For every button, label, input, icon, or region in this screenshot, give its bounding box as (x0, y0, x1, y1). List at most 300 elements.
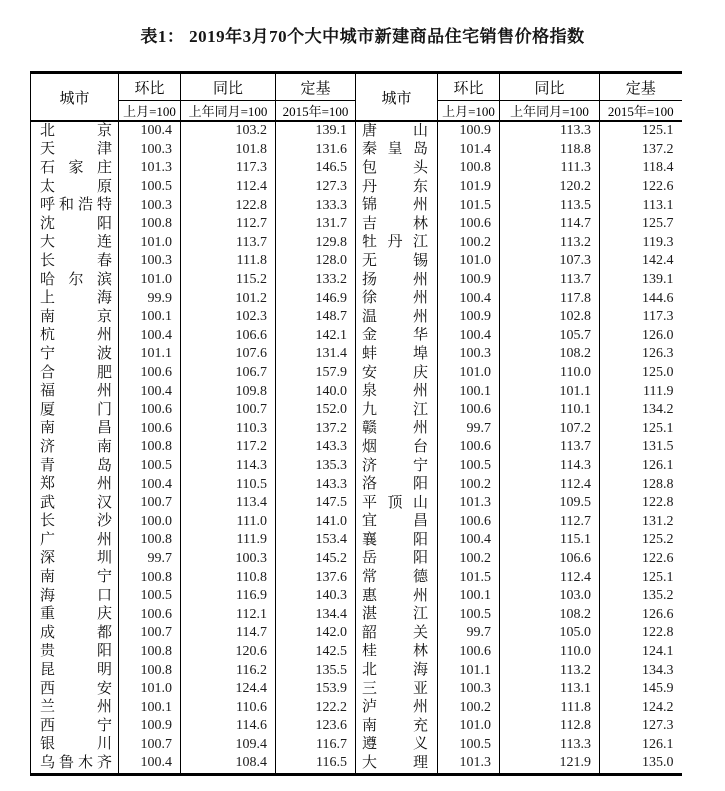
city-name-left (31, 475, 119, 494)
fixed-base-value-left: 146.5 (276, 159, 356, 178)
mom-value-left: 100.6 (119, 364, 181, 383)
mom-value-right: 100.8 (438, 159, 500, 178)
mom-value-right: 101.0 (438, 364, 500, 383)
fixed-base-value-left: 142.0 (276, 624, 356, 643)
city-name-text: 青岛 (40, 457, 112, 474)
yoy-value-left: 101.8 (181, 141, 276, 160)
mom-value-right: 100.6 (438, 215, 500, 234)
yoy-value-left: 115.2 (181, 271, 276, 290)
mom-value-left: 100.6 (119, 420, 181, 439)
fixed-base-value-right: 135.2 (600, 587, 682, 606)
yoy-value-right: 108.2 (500, 605, 600, 624)
mom-value-left: 99.9 (119, 289, 181, 308)
mom-value-left: 100.5 (119, 178, 181, 197)
yoy-value-right: 113.3 (500, 736, 600, 755)
city-name-left (31, 141, 119, 160)
city-name-text: 金华 (362, 327, 428, 344)
city-name-text: 岳阳 (362, 550, 428, 567)
fixed-base-value-left: 134.4 (276, 605, 356, 624)
city-name-text: 兰州 (40, 699, 112, 716)
yoy-value-left: 106.6 (181, 327, 276, 346)
city-name-text: 南宁 (40, 569, 112, 586)
city-name-right (356, 121, 438, 141)
mom-value-left: 100.3 (119, 196, 181, 215)
city-name-text: 乌鲁木齐 (40, 755, 112, 772)
yoy-value-right: 105.0 (500, 624, 600, 643)
yoy-value-right: 115.1 (500, 531, 600, 550)
city-name-text: 大理 (362, 755, 428, 772)
city-name-text: 重庆 (40, 606, 112, 623)
city-name-right (356, 494, 438, 513)
yoy-value-right: 113.5 (500, 196, 600, 215)
mom-value-left: 100.6 (119, 605, 181, 624)
city-name-left (31, 289, 119, 308)
city-name-right (356, 308, 438, 327)
yoy-value-left: 112.4 (181, 178, 276, 197)
table-row (31, 494, 682, 513)
city-name-left (31, 159, 119, 178)
yoy-value-right: 113.2 (500, 661, 600, 680)
mom-value-right: 100.6 (438, 512, 500, 531)
fixed-base-value-left: 142.5 (276, 643, 356, 662)
yoy-value-left: 110.3 (181, 420, 276, 439)
city-name-text: 长沙 (40, 513, 112, 530)
header-row-main (31, 73, 682, 101)
fixed-base-value-left: 133.2 (276, 271, 356, 290)
city-name-right (356, 717, 438, 736)
city-name-right (356, 178, 438, 197)
city-name-left (31, 736, 119, 755)
mom-value-left: 100.7 (119, 736, 181, 755)
city-name-right (356, 234, 438, 253)
city-name-text: 丹东 (362, 178, 428, 195)
yoy-value-right: 112.8 (500, 717, 600, 736)
city-name-text: 常德 (362, 569, 428, 586)
table-row (31, 215, 682, 234)
mom-value-left: 99.7 (119, 550, 181, 569)
yoy-value-right: 113.2 (500, 234, 600, 253)
fixed-base-value-right: 126.0 (600, 327, 682, 346)
fixed-base-value-right: 126.1 (600, 457, 682, 476)
table-row (31, 568, 682, 587)
city-name-text: 平顶山 (362, 494, 428, 511)
city-name-right (356, 196, 438, 215)
city-name-left (31, 234, 119, 253)
yoy-value-right: 108.2 (500, 345, 600, 364)
header-city-right: 城市 (356, 73, 438, 122)
city-name-right (356, 401, 438, 420)
fixed-base-value-right: 142.4 (600, 252, 682, 271)
fixed-base-value-left: 142.1 (276, 327, 356, 346)
city-name-left (31, 754, 119, 774)
mom-value-right: 100.9 (438, 121, 500, 141)
city-name-text: 宜昌 (362, 513, 428, 530)
fixed-base-value-right: 144.6 (600, 289, 682, 308)
table-row (31, 587, 682, 606)
city-name-left (31, 717, 119, 736)
table-title: 表1： 2019年3月70个大中城市新建商品住宅销售价格指数 (140, 27, 585, 46)
table-row (31, 141, 682, 160)
table-header (31, 73, 682, 122)
fixed-base-value-right: 122.6 (600, 550, 682, 569)
fixed-base-value-left: 139.1 (276, 121, 356, 141)
header-mom-left: 环比 (119, 73, 181, 101)
fixed-base-value-left: 129.8 (276, 234, 356, 253)
fixed-base-value-left: 123.6 (276, 717, 356, 736)
mom-value-left: 100.7 (119, 624, 181, 643)
yoy-value-left: 111.8 (181, 252, 276, 271)
yoy-value-right: 112.4 (500, 475, 600, 494)
yoy-value-left: 100.3 (181, 550, 276, 569)
yoy-value-left: 124.4 (181, 680, 276, 699)
table-row (31, 345, 682, 364)
table-row (31, 438, 682, 457)
yoy-value-right: 101.1 (500, 382, 600, 401)
fixed-base-value-left: 137.2 (276, 420, 356, 439)
yoy-value-right: 120.2 (500, 178, 600, 197)
fixed-base-value-right: 134.2 (600, 401, 682, 420)
city-name-left (31, 661, 119, 680)
mom-value-right: 100.5 (438, 457, 500, 476)
city-name-text: 三亚 (362, 680, 428, 697)
city-name-text: 桂林 (362, 643, 428, 660)
city-name-text: 北海 (362, 662, 428, 679)
city-name-text: 无锡 (362, 252, 428, 269)
yoy-value-left: 116.9 (181, 587, 276, 606)
mom-value-left: 101.0 (119, 680, 181, 699)
city-name-left (31, 382, 119, 401)
table-row (31, 401, 682, 420)
table-row (31, 680, 682, 699)
yoy-value-left: 110.6 (181, 698, 276, 717)
yoy-value-left: 114.6 (181, 717, 276, 736)
city-name-text: 湛江 (362, 606, 428, 623)
city-name-left (31, 587, 119, 606)
fixed-base-value-right: 139.1 (600, 271, 682, 290)
mom-value-left: 100.8 (119, 438, 181, 457)
city-name-left (31, 624, 119, 643)
header-yoy-left: 同比 (181, 73, 276, 101)
city-name-left (31, 327, 119, 346)
fixed-base-value-left: 116.7 (276, 736, 356, 755)
mom-value-left: 100.1 (119, 308, 181, 327)
yoy-value-right: 110.1 (500, 401, 600, 420)
mom-value-right: 100.1 (438, 382, 500, 401)
fixed-base-value-left: 146.9 (276, 289, 356, 308)
fixed-base-value-left: 143.3 (276, 438, 356, 457)
city-name-left (31, 605, 119, 624)
yoy-value-left: 111.9 (181, 531, 276, 550)
city-name-right (356, 289, 438, 308)
mom-value-right: 100.2 (438, 475, 500, 494)
fixed-base-value-left: 147.5 (276, 494, 356, 513)
yoy-value-left: 120.6 (181, 643, 276, 662)
city-name-text: 太原 (40, 178, 112, 195)
yoy-value-left: 122.8 (181, 196, 276, 215)
mom-value-left: 101.0 (119, 271, 181, 290)
city-name-right (356, 624, 438, 643)
yoy-value-right: 117.8 (500, 289, 600, 308)
mom-value-right: 100.5 (438, 736, 500, 755)
table-row (31, 717, 682, 736)
mom-value-right: 100.5 (438, 605, 500, 624)
city-name-left (31, 494, 119, 513)
city-name-text: 襄阳 (362, 531, 428, 548)
mom-value-left: 100.9 (119, 717, 181, 736)
city-name-text: 深圳 (40, 550, 112, 567)
table-row (31, 289, 682, 308)
city-name-text: 蚌埠 (362, 345, 428, 362)
fixed-base-value-left: 131.6 (276, 141, 356, 160)
mom-value-right: 100.3 (438, 680, 500, 699)
city-name-left (31, 196, 119, 215)
city-name-left (31, 512, 119, 531)
yoy-value-right: 102.8 (500, 308, 600, 327)
table-row (31, 736, 682, 755)
mom-value-left: 100.1 (119, 698, 181, 717)
yoy-value-right: 107.3 (500, 252, 600, 271)
city-name-text: 郑州 (40, 476, 112, 493)
mom-value-right: 100.2 (438, 698, 500, 717)
fixed-base-value-left: 153.9 (276, 680, 356, 699)
table-row (31, 234, 682, 253)
city-name-right (356, 680, 438, 699)
yoy-value-right: 103.0 (500, 587, 600, 606)
city-name-text: 西安 (40, 680, 112, 697)
city-name-right (356, 605, 438, 624)
fixed-base-value-left: 153.4 (276, 531, 356, 550)
fixed-base-value-right: 127.3 (600, 717, 682, 736)
city-name-text: 温州 (362, 308, 428, 325)
table-row (31, 382, 682, 401)
fixed-base-value-left: 145.2 (276, 550, 356, 569)
yoy-value-left: 108.4 (181, 754, 276, 774)
city-name-text: 北京 (40, 122, 112, 139)
city-name-text: 烟台 (362, 438, 428, 455)
city-name-text: 牡丹江 (362, 234, 428, 251)
city-name-left (31, 401, 119, 420)
mom-value-left: 100.8 (119, 215, 181, 234)
mom-value-left: 100.4 (119, 327, 181, 346)
city-name-text: 泸州 (362, 699, 428, 716)
city-name-text: 宁波 (40, 345, 112, 362)
fixed-base-value-right: 125.2 (600, 531, 682, 550)
city-name-text: 成都 (40, 624, 112, 641)
mom-value-left: 100.4 (119, 382, 181, 401)
city-name-text: 徐州 (362, 290, 428, 307)
header-fixed-base-right: 2015年=100 (600, 101, 682, 122)
city-name-left (31, 698, 119, 717)
city-name-left (31, 531, 119, 550)
yoy-value-right: 109.5 (500, 494, 600, 513)
fixed-base-value-left: 133.3 (276, 196, 356, 215)
fixed-base-value-right: 125.1 (600, 568, 682, 587)
table-row (31, 475, 682, 494)
mom-value-left: 101.3 (119, 159, 181, 178)
city-name-right (356, 271, 438, 290)
fixed-base-value-left: 128.0 (276, 252, 356, 271)
yoy-value-right: 110.0 (500, 364, 600, 383)
fixed-base-value-right: 135.0 (600, 754, 682, 774)
mom-value-right: 100.9 (438, 271, 500, 290)
city-name-right (356, 643, 438, 662)
fixed-base-value-left: 122.2 (276, 698, 356, 717)
mom-value-left: 100.8 (119, 531, 181, 550)
table-body (31, 121, 682, 774)
fixed-base-value-right: 126.1 (600, 736, 682, 755)
city-name-right (356, 754, 438, 774)
header-mom-base-left: 上月=100 (119, 101, 181, 122)
city-name-text: 长春 (40, 252, 112, 269)
table-row (31, 624, 682, 643)
header-fixed-base-left: 2015年=100 (276, 101, 356, 122)
fixed-base-value-right: 137.2 (600, 141, 682, 160)
table-row (31, 643, 682, 662)
city-name-text: 上海 (40, 290, 112, 307)
city-name-text: 洛阳 (362, 476, 428, 493)
fixed-base-value-right: 126.3 (600, 345, 682, 364)
yoy-value-right: 114.3 (500, 457, 600, 476)
table-row (31, 327, 682, 346)
city-name-text: 福州 (40, 383, 112, 400)
fixed-base-value-right: 122.6 (600, 178, 682, 197)
header-yoy-base-right: 上年同月=100 (500, 101, 600, 122)
city-name-right (356, 438, 438, 457)
fixed-base-value-left: 116.5 (276, 754, 356, 774)
mom-value-left: 100.4 (119, 475, 181, 494)
city-name-right (356, 457, 438, 476)
mom-value-right: 101.3 (438, 494, 500, 513)
table-row (31, 252, 682, 271)
city-name-text: 南京 (40, 308, 112, 325)
city-name-left (31, 550, 119, 569)
mom-value-right: 100.4 (438, 531, 500, 550)
fixed-base-value-left: 137.6 (276, 568, 356, 587)
mom-value-right: 100.6 (438, 401, 500, 420)
yoy-value-right: 118.8 (500, 141, 600, 160)
yoy-value-right: 105.7 (500, 327, 600, 346)
yoy-value-left: 103.2 (181, 121, 276, 141)
fixed-base-value-right: 124.2 (600, 698, 682, 717)
table-row (31, 698, 682, 717)
yoy-value-right: 107.2 (500, 420, 600, 439)
yoy-value-left: 106.7 (181, 364, 276, 383)
table-row (31, 159, 682, 178)
yoy-value-right: 112.7 (500, 512, 600, 531)
yoy-value-right: 112.4 (500, 568, 600, 587)
city-name-text: 沈阳 (40, 215, 112, 232)
price-index-table (30, 71, 682, 776)
mom-value-right: 101.0 (438, 252, 500, 271)
mom-value-left: 100.8 (119, 643, 181, 662)
city-name-text: 武汉 (40, 494, 112, 511)
table-row (31, 308, 682, 327)
mom-value-right: 101.0 (438, 717, 500, 736)
mom-value-right: 100.3 (438, 345, 500, 364)
mom-value-right: 100.2 (438, 234, 500, 253)
yoy-value-left: 113.7 (181, 234, 276, 253)
city-name-text: 济南 (40, 438, 112, 455)
fixed-base-value-left: 141.0 (276, 512, 356, 531)
city-name-text: 石家庄 (40, 160, 112, 177)
city-name-text: 泉州 (362, 383, 428, 400)
city-name-text: 哈尔滨 (40, 271, 112, 288)
fixed-base-value-right: 134.3 (600, 661, 682, 680)
mom-value-right: 100.6 (438, 438, 500, 457)
yoy-value-left: 114.7 (181, 624, 276, 643)
table-row (31, 364, 682, 383)
city-name-right (356, 345, 438, 364)
city-name-text: 锦州 (362, 197, 428, 214)
fixed-base-value-left: 152.0 (276, 401, 356, 420)
mom-value-right: 100.9 (438, 308, 500, 327)
city-name-text: 南充 (362, 717, 428, 734)
city-name-left (31, 178, 119, 197)
city-name-text: 秦皇岛 (362, 141, 428, 158)
city-name-left (31, 364, 119, 383)
fixed-base-value-right: 111.9 (600, 382, 682, 401)
city-name-text: 唐山 (362, 122, 428, 139)
fixed-base-value-right: 125.1 (600, 420, 682, 439)
mom-value-left: 100.8 (119, 661, 181, 680)
city-name-right (356, 159, 438, 178)
fixed-base-value-left: 140.3 (276, 587, 356, 606)
table-row (31, 661, 682, 680)
fixed-base-value-left: 131.4 (276, 345, 356, 364)
city-name-text: 大连 (40, 234, 112, 251)
fixed-base-value-left: 157.9 (276, 364, 356, 383)
city-name-text: 惠州 (362, 587, 428, 604)
fixed-base-value-right: 125.0 (600, 364, 682, 383)
yoy-value-left: 112.7 (181, 215, 276, 234)
yoy-value-left: 110.8 (181, 568, 276, 587)
table-row (31, 420, 682, 439)
mom-value-right: 100.6 (438, 643, 500, 662)
city-name-right (356, 252, 438, 271)
city-name-text: 昆明 (40, 662, 112, 679)
fixed-base-value-left: 135.3 (276, 457, 356, 476)
city-name-left (31, 308, 119, 327)
fixed-base-value-left: 140.0 (276, 382, 356, 401)
city-name-text: 西宁 (40, 717, 112, 734)
mom-value-right: 100.1 (438, 587, 500, 606)
city-name-text: 厦门 (40, 401, 112, 418)
city-name-text: 韶关 (362, 624, 428, 641)
yoy-value-left: 114.3 (181, 457, 276, 476)
city-name-text: 遵义 (362, 736, 428, 753)
city-name-text: 九江 (362, 401, 428, 418)
fixed-base-value-left: 131.7 (276, 215, 356, 234)
fixed-base-value-right: 126.6 (600, 605, 682, 624)
mom-value-right: 100.2 (438, 550, 500, 569)
city-name-left (31, 457, 119, 476)
mom-value-left: 100.3 (119, 252, 181, 271)
city-name-text: 广州 (40, 531, 112, 548)
mom-value-left: 101.1 (119, 345, 181, 364)
city-name-left (31, 680, 119, 699)
yoy-value-right: 114.7 (500, 215, 600, 234)
mom-value-left: 100.5 (119, 587, 181, 606)
city-name-text: 吉林 (362, 215, 428, 232)
yoy-value-right: 111.8 (500, 698, 600, 717)
city-name-right (356, 550, 438, 569)
city-name-text: 济宁 (362, 457, 428, 474)
city-name-text: 银川 (40, 736, 112, 753)
mom-value-left: 100.5 (119, 457, 181, 476)
city-name-text: 天津 (40, 141, 112, 158)
city-name-right (356, 327, 438, 346)
mom-value-left: 100.3 (119, 141, 181, 160)
